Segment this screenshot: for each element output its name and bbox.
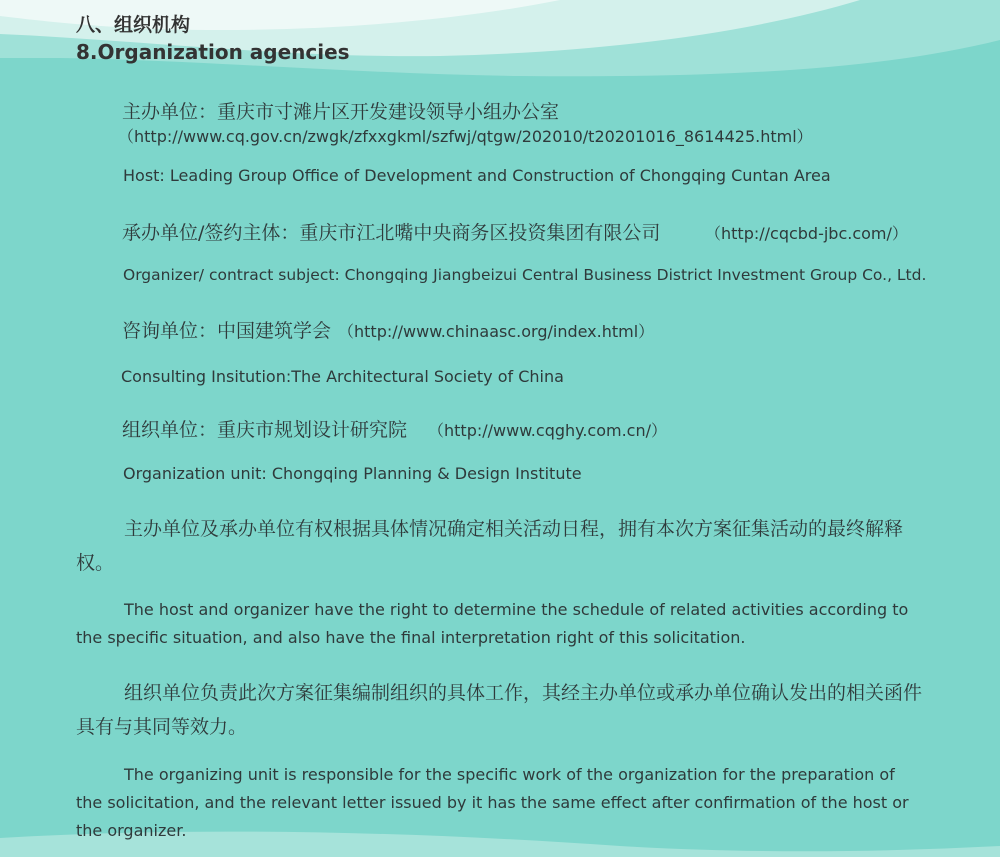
section-title-en: 8.Organization agencies <box>76 40 350 64</box>
organizer-en: Organizer/ contract subject: Chongqing Jiangbeizui Central Business District Investment Group Co., Ltd. <box>123 266 927 284</box>
host-url: （http://www.cq.gov.cn/zwgk/zfxxgkml/szfwj/qtgw/202010/t20201016_8614425.html） <box>118 127 813 146</box>
section-title-cn: 八、组织机构 <box>76 14 191 36</box>
organizer-url: （http://cqcbd-jbc.com/） <box>705 224 908 243</box>
responsibility-paragraph-en: The organizing unit is responsible for the specific work of the organization for the preparation of the solicitation, and the relevant letter issued by it has the same effect after confirmation of the host or the organizer. <box>76 765 909 840</box>
host-en: Host: Leading Group Office of Development and Construction of Chongqing Cuntan Area <box>123 166 831 185</box>
responsibility-paragraph-cn: 组织单位负责此次方案征集编制组织的具体工作，其经主办单位或承办单位确认发出的相关函件具有与其同等效力。 <box>76 682 923 738</box>
organization-unit-en: Organization unit: Chongqing Planning & Design Institute <box>123 464 582 483</box>
consulting-en: Consulting Insitution:The Architectural Society of China <box>121 367 564 386</box>
organization-unit-url: （http://www.cqghy.com.cn/） <box>428 421 668 440</box>
rights-paragraph-en: The host and organizer have the right to determine the schedule of related activities according to the specific situation, and also have the final interpretation right of this solicitation. <box>76 600 909 647</box>
host-cn: 主办单位：重庆市寸滩片区开发建设领导小组办公室 <box>122 101 560 123</box>
organizer-cn: 承办单位/签约主体：重庆市江北嘴中央商务区投资集团有限公司 <box>122 222 661 244</box>
rights-paragraph-cn: 主办单位及承办单位有权根据具体情况确定相关活动日程，拥有本次方案征集活动的最终解释权。 <box>76 518 904 574</box>
consulting-url: （http://www.chinaasc.org/index.html） <box>338 322 655 341</box>
consulting-cn: 咨询单位：中国建筑学会 <box>122 320 332 342</box>
organization-unit-cn: 组织单位：重庆市规划设计研究院 <box>122 419 408 441</box>
